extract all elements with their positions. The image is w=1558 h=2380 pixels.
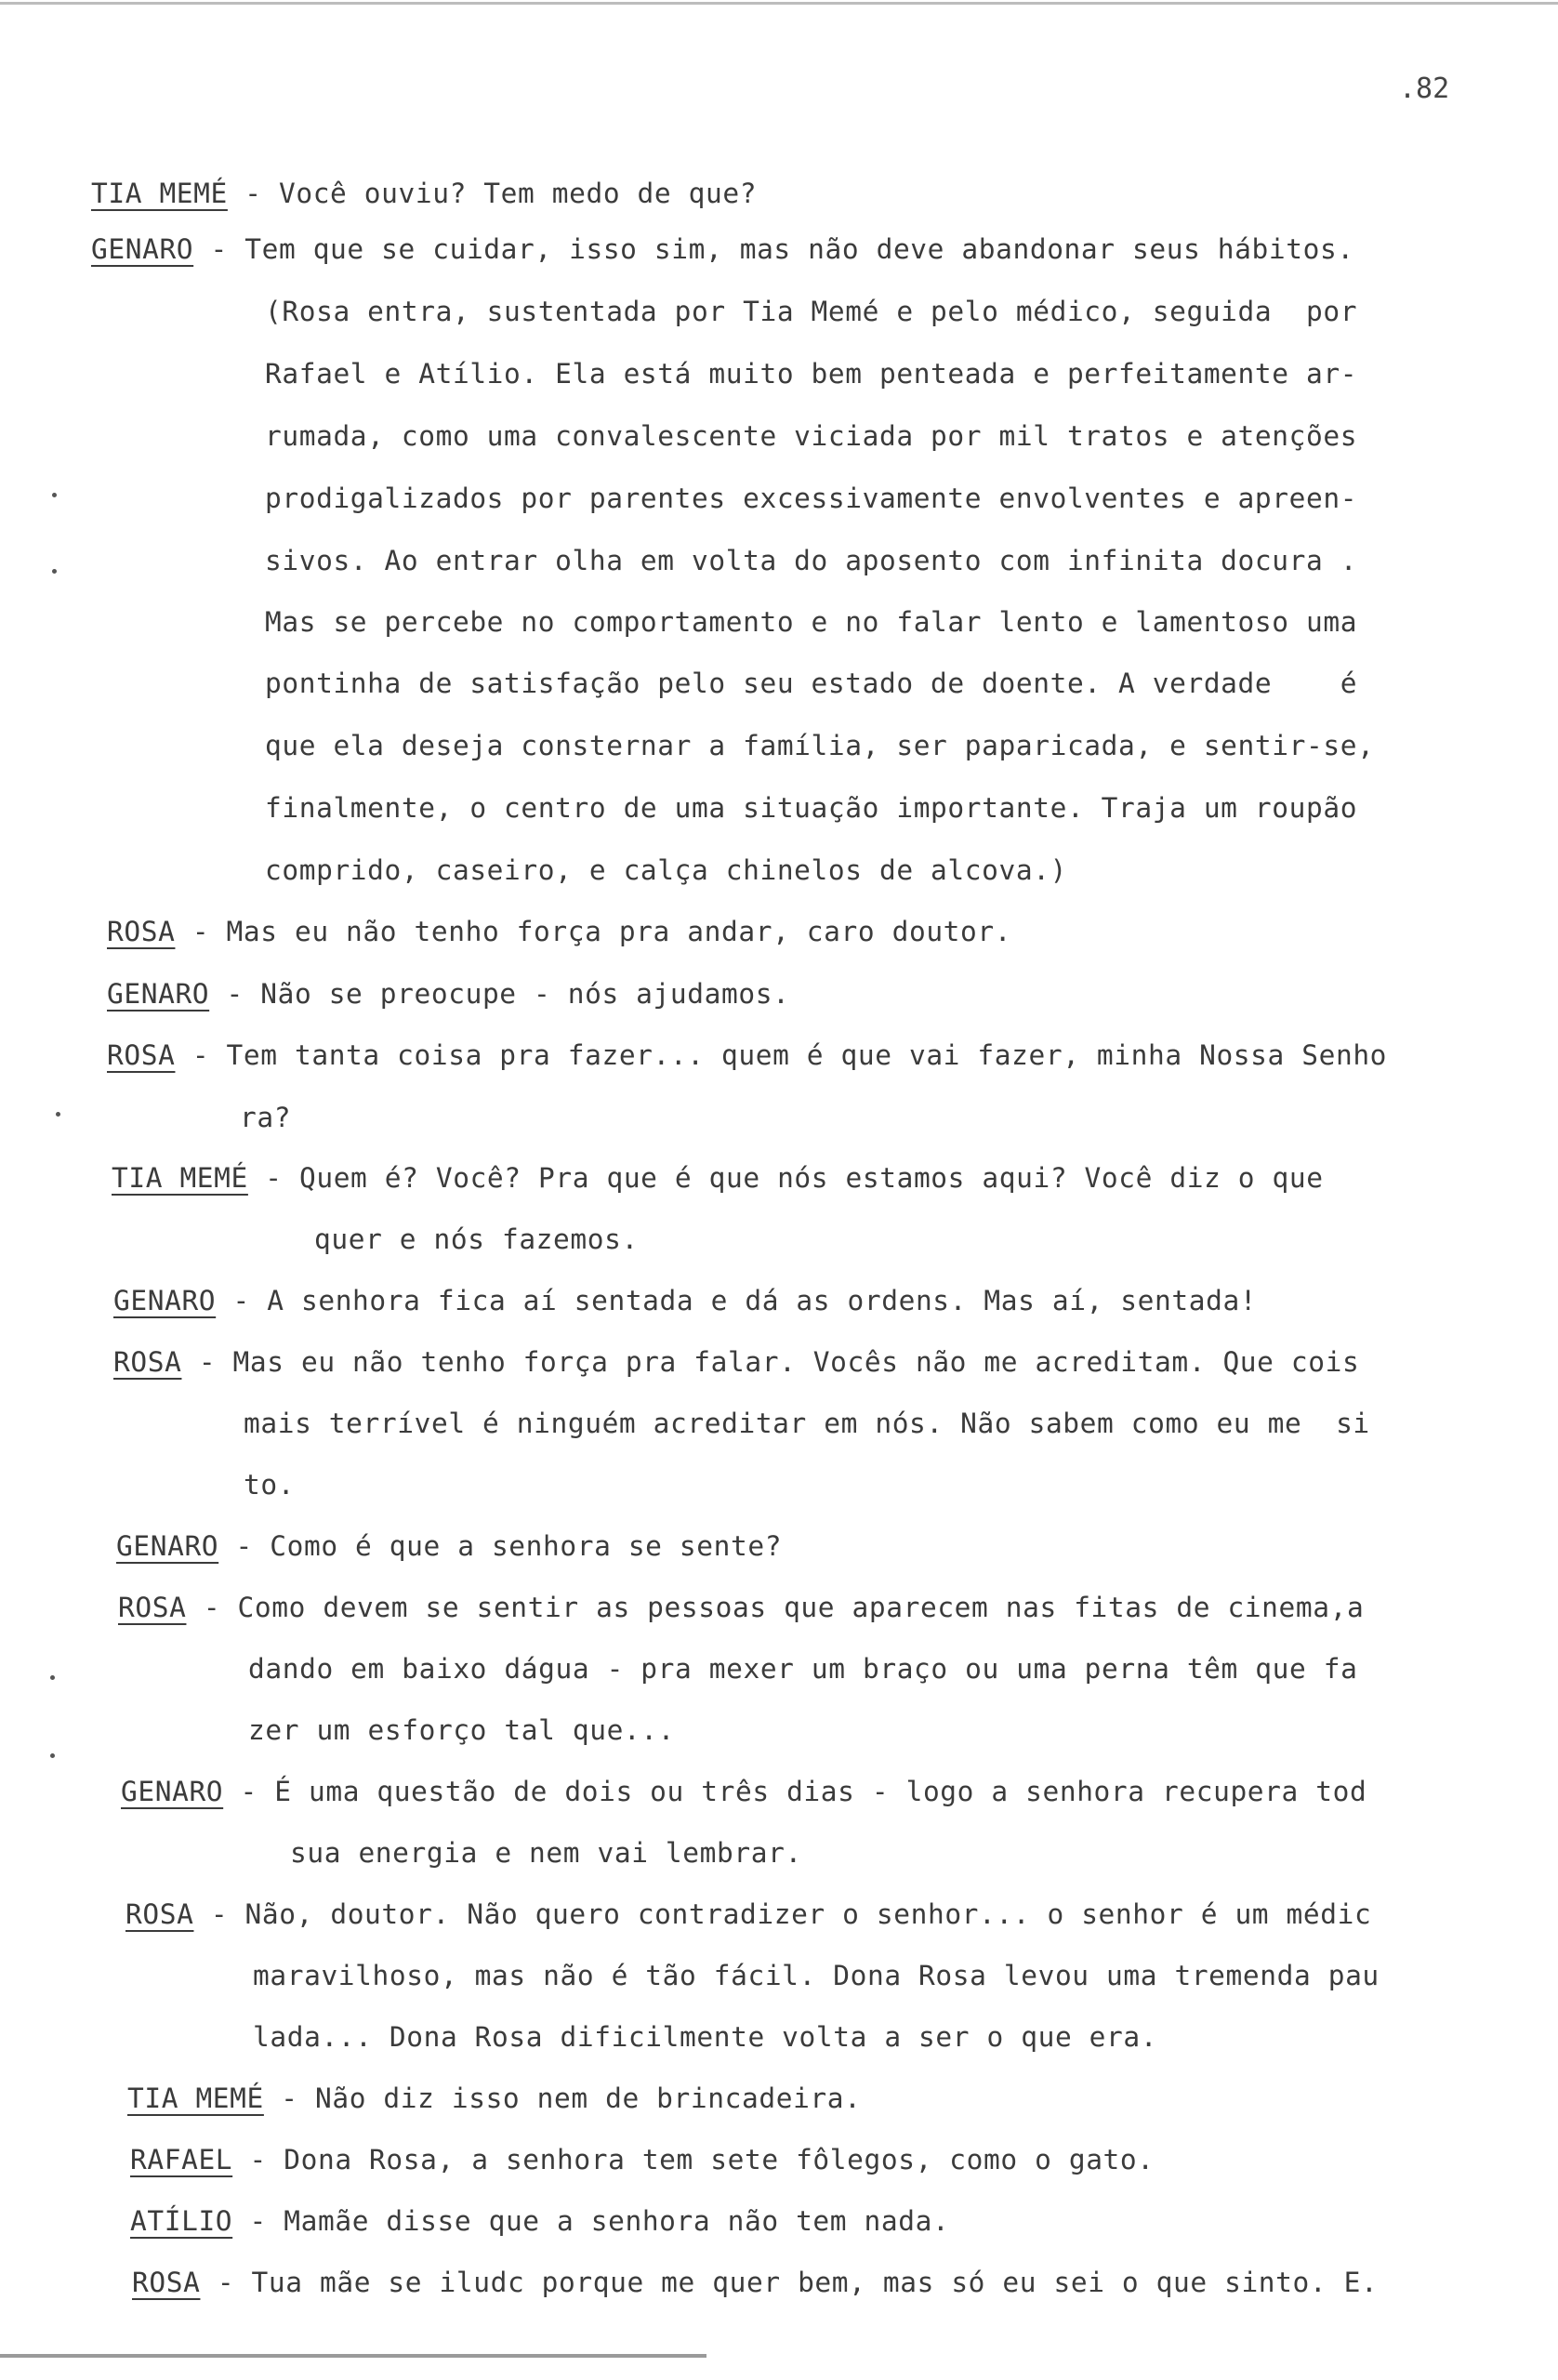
line-text: lada... Dona Rosa dificilmente volta a ser o que era.: [253, 2021, 1158, 2053]
dialogue-line: [132, 2266, 1378, 2299]
dialogue-line: [130, 2204, 949, 2238]
margin-mark: [50, 1675, 55, 1680]
line-text: - A senhora fica aí sentada e dá as ordens. Mas aí, sentada!: [216, 1285, 1258, 1316]
speaker-name: ATÍLIO: [130, 2205, 233, 2237]
speaker-name: ROSA: [107, 1039, 176, 1071]
dialogue-line: [91, 232, 1354, 266]
line-text: sua energia e nem vai lembrar.: [290, 1837, 802, 1869]
line-text: comprido, caseiro, e calça chinelos de alcova.): [265, 854, 1067, 886]
line-text: - Quem é? Você? Pra que é que nós estamos aqui? Você diz o que: [247, 1162, 1324, 1194]
line-text: rumada, como uma convalescente viciada por mil tratos e atenções: [265, 420, 1358, 452]
dialogue-line: [116, 1529, 782, 1563]
margin-mark: [50, 1753, 55, 1758]
bottom-edge-rule: [0, 2354, 706, 2358]
speaker-name: ROSA: [113, 1346, 182, 1378]
line-text: Rafael e Atílio. Ela está muito bem penteada e perfeitamente ar-: [265, 358, 1358, 390]
continuation-line: [265, 853, 1067, 887]
continuation-line: [265, 667, 1357, 700]
line-text: finalmente, o centro de uma situação importante. Traja um roupão: [265, 792, 1358, 824]
dialogue-line: [113, 1284, 1257, 1317]
line-text: zer um esforço tal que...: [248, 1714, 676, 1746]
line-text: to.: [244, 1469, 296, 1501]
dialogue-line: [127, 2082, 862, 2115]
continuation-line: [314, 1223, 639, 1256]
speaker-name: GENARO: [121, 1776, 224, 1807]
line-text: - Como é que a senhora se sente?: [218, 1530, 783, 1562]
speaker-name: TIA MEMÉ: [112, 1162, 248, 1194]
continuation-line: [290, 1836, 802, 1870]
line-text: - Mamãe disse que a senhora não tem nada.: [232, 2205, 950, 2237]
line-text: mais terrível é ninguém acreditar em nós. Não sabem como eu me si: [244, 1408, 1370, 1439]
continuation-line: [265, 791, 1357, 825]
top-edge-rule: [0, 2, 1558, 5]
continuation-line: [265, 295, 1357, 328]
continuation-line: [265, 357, 1357, 390]
speaker-name: ROSA: [107, 916, 176, 947]
speaker-name: GENARO: [113, 1285, 217, 1316]
continuation-line: [248, 1713, 675, 1747]
line-text: - Não diz isso nem de brincadeira.: [263, 2082, 862, 2114]
dialogue-line: [107, 977, 789, 1011]
continuation-line: [265, 605, 1357, 639]
line-text: - Mas eu não tenho força pra falar. Vocês não me acreditam. Que cois: [181, 1346, 1360, 1378]
continuation-line: [265, 544, 1357, 577]
line-text: - Mas eu não tenho força pra andar, caro doutor.: [175, 916, 1012, 947]
dialogue-line: [130, 2143, 1155, 2176]
line-text: dando em baixo dágua - pra mexer um braço ou uma perna têm que fa: [248, 1653, 1358, 1685]
line-text: - É uma questão de dois ou três dias - logo a senhora recupera tod: [223, 1776, 1367, 1807]
continuation-line: [248, 1652, 1357, 1686]
continuation-line: [265, 729, 1374, 762]
continuation-line: [244, 1468, 295, 1501]
line-text: que ela deseja consternar a família, ser paparicada, e sentir-se,: [265, 730, 1375, 761]
line-text: - Você ouviu? Tem medo de que?: [227, 178, 758, 209]
speaker-name: ROSA: [118, 1592, 187, 1623]
line-text: - Tem tanta coisa pra fazer... quem é que vai fazer, minha Nossa Senho: [175, 1039, 1388, 1071]
continuation-line: [253, 1959, 1380, 1992]
continuation-line: [244, 1407, 1370, 1440]
line-text: Mas se percebe no comportamento e no falar lento e lamentoso uma: [265, 606, 1358, 638]
speaker-name: GENARO: [107, 978, 210, 1010]
line-text: sivos. Ao entrar olha em volta do aposento com infinita docura .: [265, 545, 1358, 576]
speaker-name: TIA MEMÉ: [127, 2082, 264, 2114]
line-text: - Tem que se cuidar, isso sim, mas não deve abandonar seus hábitos.: [193, 233, 1354, 265]
dialogue-line: [118, 1591, 1364, 1624]
line-text: ra?: [240, 1102, 292, 1133]
speaker-name: ROSA: [132, 2267, 201, 2298]
line-text: - Como devem se sentir as pessoas que aparecem nas fitas de cinema,a: [186, 1592, 1365, 1623]
line-text: (Rosa entra, sustentada por Tia Memé e pelo médico, seguida por: [265, 296, 1358, 327]
continuation-line: [240, 1101, 291, 1134]
margin-mark: [56, 1112, 60, 1117]
margin-mark: [52, 569, 57, 574]
speaker-name: RAFAEL: [130, 2144, 233, 2175]
dialogue-line: [91, 177, 757, 210]
dialogue-line: [107, 1038, 1387, 1072]
speaker-name: GENARO: [91, 233, 194, 265]
speaker-name: ROSA: [125, 1898, 194, 1930]
line-text: quer e nós fazemos.: [314, 1223, 639, 1255]
line-text: - Dona Rosa, a senhora tem sete fôlegos, como o gato.: [232, 2144, 1155, 2175]
continuation-line: [265, 482, 1357, 515]
line-text: - Não se preocupe - nós ajudamos.: [209, 978, 790, 1010]
line-text: - Não, doutor. Não quero contradizer o senhor... o senhor é um médic: [193, 1898, 1372, 1930]
line-text: - Tua mãe se iludc porque me quer bem, mas só eu sei o que sinto. E.: [200, 2267, 1379, 2298]
dialogue-line: [125, 1897, 1371, 1931]
line-text: pontinha de satisfação pelo seu estado de doente. A verdade é: [265, 668, 1358, 699]
continuation-line: [253, 2020, 1157, 2054]
line-text: maravilhoso, mas não é tão fácil. Dona Rosa levou uma tremenda pau: [253, 1960, 1380, 1991]
continuation-line: [265, 419, 1357, 453]
line-text: prodigalizados por parentes excessivamente envolventes e apreen-: [265, 483, 1358, 514]
dialogue-line: [121, 1775, 1367, 1808]
speaker-name: GENARO: [116, 1530, 219, 1562]
dialogue-line: [107, 915, 1011, 948]
page-number: .82: [1399, 73, 1450, 105]
dialogue-line: [112, 1161, 1324, 1195]
speaker-name: TIA MEMÉ: [91, 178, 228, 209]
margin-mark: [52, 493, 57, 497]
dialogue-line: [113, 1345, 1359, 1379]
